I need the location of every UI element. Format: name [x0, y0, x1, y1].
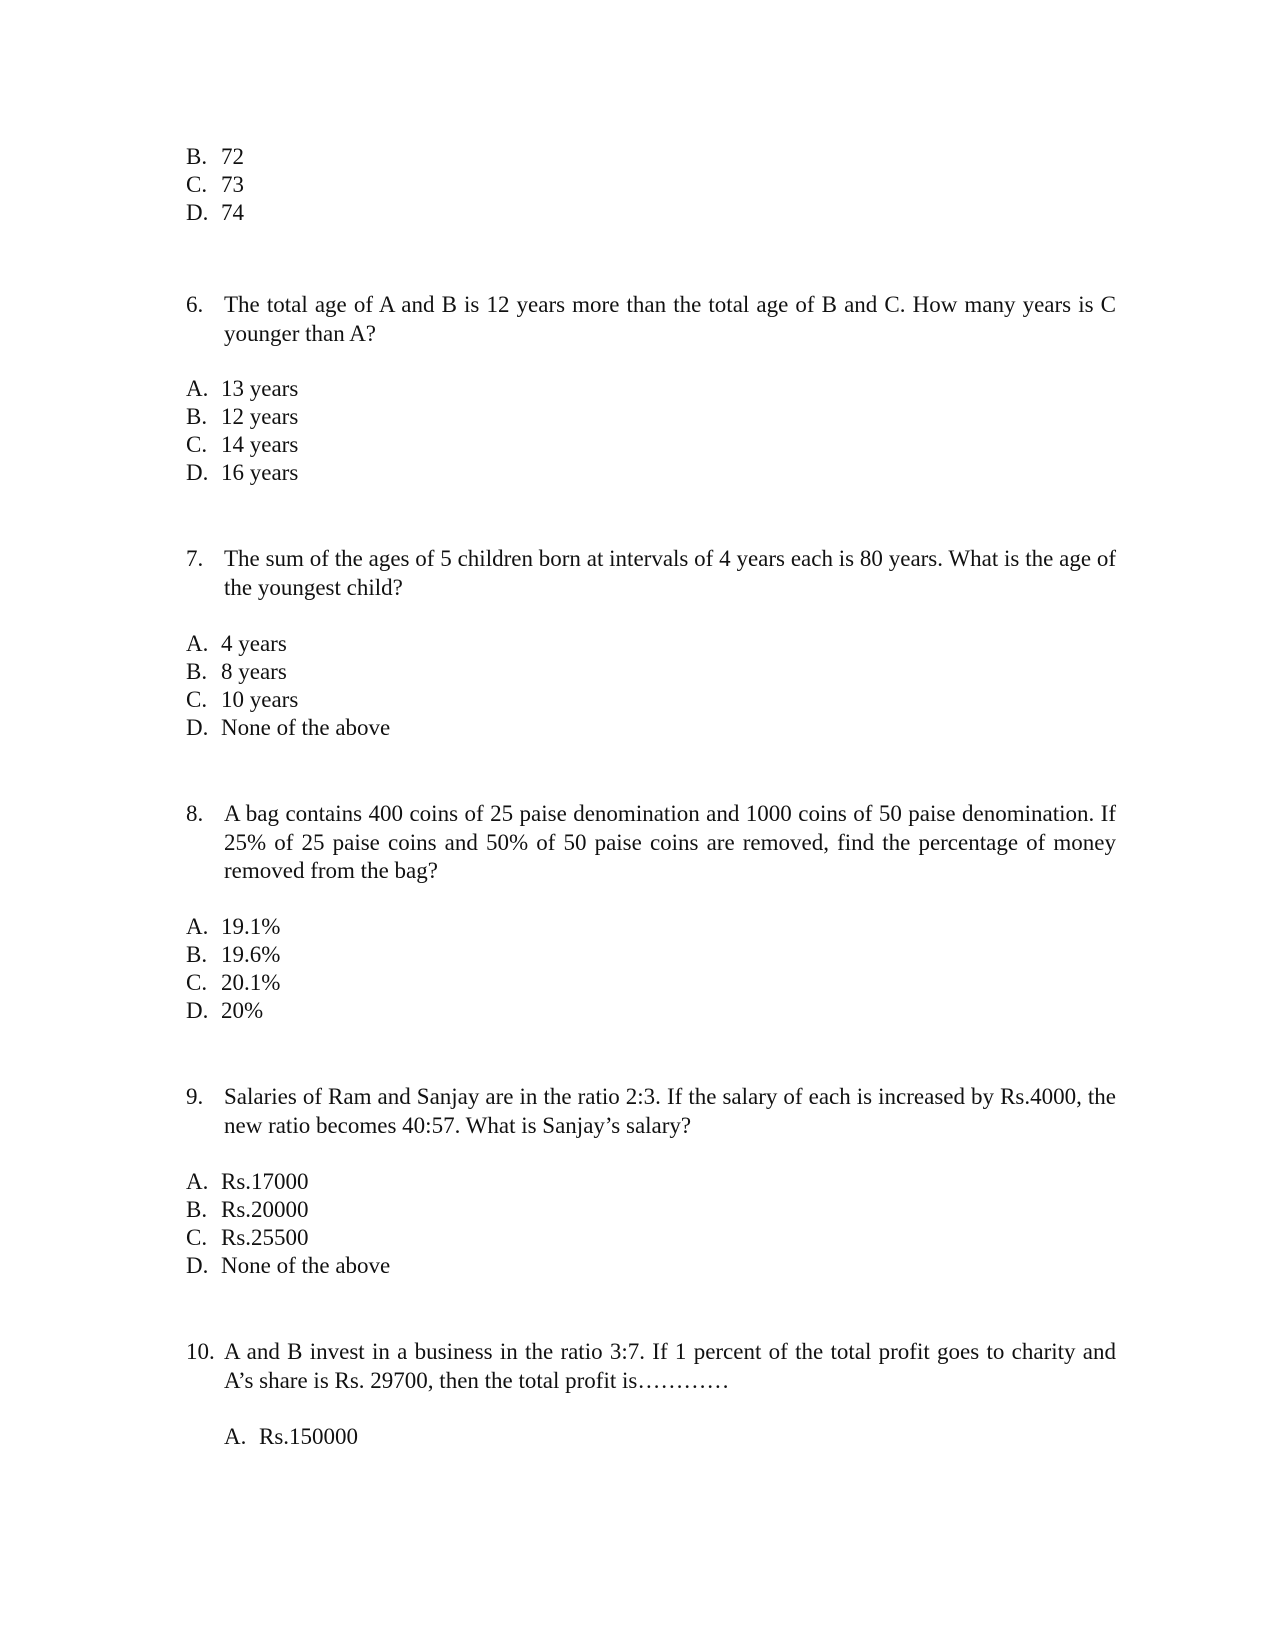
option-text: Rs.25500	[221, 1225, 309, 1250]
option-text: 12 years	[221, 404, 299, 429]
option-letter: D.	[186, 460, 209, 485]
option-text: None of the above	[221, 1253, 391, 1278]
option-letter: D.	[186, 715, 209, 740]
option-text: 72	[221, 144, 244, 169]
option-letter: C.	[186, 687, 208, 712]
question-number: 7.	[186, 546, 204, 571]
option-text: 16 years	[221, 460, 299, 485]
option-letter: A.	[186, 376, 209, 401]
option-letter: C.	[186, 970, 208, 995]
option-letter: B.	[186, 659, 208, 684]
option-text: 74	[221, 200, 244, 225]
option-text: 14 years	[221, 432, 299, 457]
question-number: 6.	[186, 292, 204, 317]
question-10	[186, 1338, 1116, 1395]
option-text: 20.1%	[221, 970, 281, 995]
option-letter: C.	[186, 172, 208, 197]
option-text: Rs.150000	[259, 1424, 359, 1449]
option-letter: D.	[186, 1253, 209, 1278]
option-letter: A.	[186, 631, 209, 656]
option-letter: A.	[186, 914, 209, 939]
option-letter: B.	[186, 404, 208, 429]
option-text: 19.6%	[221, 942, 281, 967]
question-text: Salaries of Ram and Sanjay are in the ratio 2:3. If the salary of each is increased by Rs.4000, the new ratio becomes 40:57. What is Sanjay’s salary?	[224, 1084, 1116, 1138]
question-7	[186, 545, 1116, 602]
question-6	[186, 291, 1116, 348]
option-text: Rs.20000	[221, 1197, 309, 1222]
option-letter: D.	[186, 200, 209, 225]
option-letter: C.	[186, 1225, 208, 1250]
option-letter: A.	[224, 1424, 247, 1449]
question-9	[186, 1083, 1116, 1140]
question-number: 9.	[186, 1084, 204, 1109]
option-letter: B.	[186, 144, 208, 169]
option-letter: B.	[186, 1197, 208, 1222]
option-text: 13 years	[221, 376, 299, 401]
option-text: 8 years	[221, 659, 287, 684]
question-8	[186, 800, 1116, 886]
option-text: 10 years	[221, 687, 299, 712]
option-text: 4 years	[221, 631, 287, 656]
option-text: 73	[221, 172, 244, 197]
option-letter: A.	[186, 1169, 209, 1194]
option-letter: C.	[186, 432, 208, 457]
option-letter: D.	[186, 998, 209, 1023]
option-text: 20%	[221, 998, 264, 1023]
option-letter: B.	[186, 942, 208, 967]
question-text: A bag contains 400 coins of 25 paise denomination and 1000 coins of 50 paise denomination. If 25% of 25 paise coins and 50% of 50 paise coins are removed, find the percentage of money removed from the bag?	[224, 801, 1116, 883]
option-text: 19.1%	[221, 914, 281, 939]
option-text: None of the above	[221, 715, 391, 740]
option-text: Rs.17000	[221, 1169, 309, 1194]
question-text: The total age of A and B is 12 years more than the total age of B and C. How many years is C younger than A?	[224, 292, 1116, 346]
question-number: 8.	[186, 801, 204, 826]
question-number: 10.	[186, 1339, 215, 1364]
question-text: A and B invest in a business in the ratio 3:7. If 1 percent of the total profit goes to charity and A’s share is Rs. 29700, then the total profit is…………	[224, 1339, 1116, 1393]
question-text: The sum of the ages of 5 children born at intervals of 4 years each is 80 years. What is the age of the youngest child?	[224, 546, 1116, 600]
